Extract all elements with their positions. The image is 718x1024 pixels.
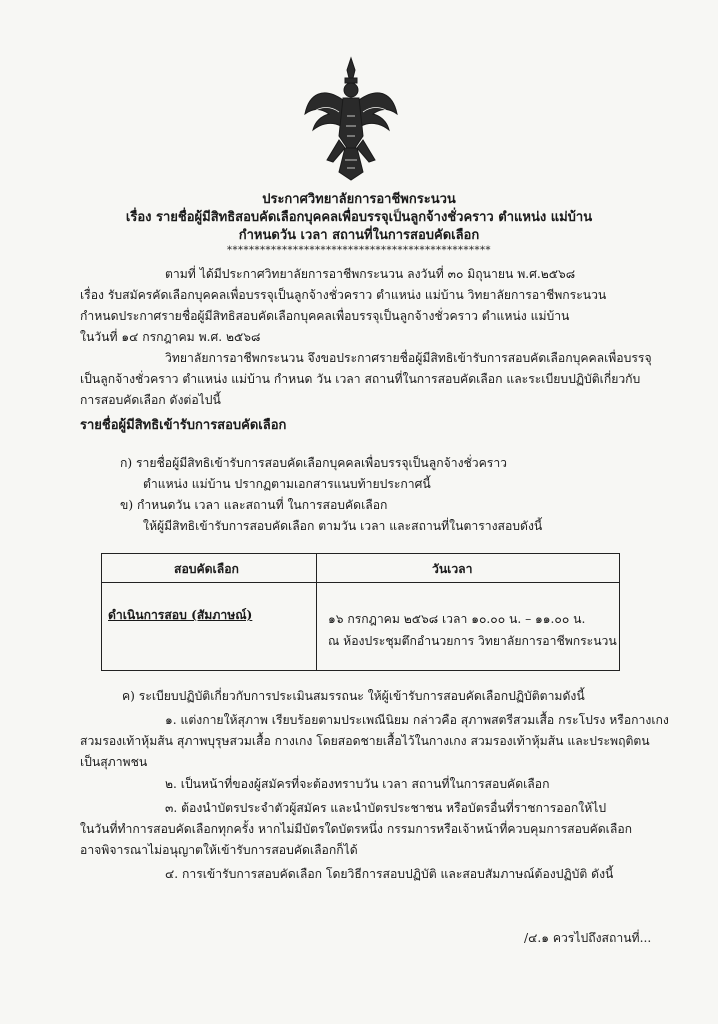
item-b-line-2: ให้ผู้มีสิทธิเข้ารับการสอบคัดเลือก ตามวัน เวลา และสถานที่ในตารางสอบดังนี้ (143, 519, 543, 533)
paragraph-1-line-2: เรื่อง รับสมัครคัดเลือกบุคคลเพื่อบรรจุเป็นลูกจ้างชั่วคราว ตำแหน่ง แม่บ้าน วิทยาลัยการอาชีพกระนวน (80, 288, 607, 302)
paragraph-2-line-3: การสอบคัดเลือก ดังต่อไปนี้ (80, 393, 221, 407)
item-a-line-2: ตำแหน่ง แม่บ้าน ปรากฏตามเอกสารแนบท้ายประกาศนี้ (143, 477, 431, 491)
paragraph-1-line-4: ในวันที่ ๑๔ กรกฎาคม พ.ศ. ๒๕๖๘ (80, 330, 261, 344)
table-cell-datetime: ๑๖ กรกฎาคม ๒๕๖๘ เวลา ๑๐.๐๐ น. – ๑๑.๐๐ น. (328, 612, 586, 626)
rule-3-line-1: ๓. ต้องนำบัตรประจำตัวผู้สมัคร และนำบัตรประชาชน หรือบัตรอื่นที่ราชการออกให้ไป (165, 801, 607, 815)
rules-intro: ค) ระเบียบปฏิบัติเกี่ยวกับการประเมินสมรรถนะ ให้ผู้เข้ารับการสอบคัดเลือกปฏิบัติตามดังนี้ (122, 689, 585, 703)
item-b-line-1: ข) กำหนดวัน เวลา และสถานที่ ในการสอบคัดเลือก (120, 498, 388, 512)
paragraph-2-line-2: เป็นลูกจ้างชั่วคราว ตำแหน่ง แม่บ้าน กำหนด วัน เวลา สถานที่ในการสอบคัดเลือก และระเบียบปฏิบัติเกี่ยวกับ (80, 372, 641, 386)
paragraph-2-line-1: วิทยาลัยการอาชีพกระนวน จึงขอประกาศรายชื่อผู้มีสิทธิเข้ารับการสอบคัดเลือกบุคคลเพื่อบรรจุ (165, 351, 652, 365)
table-cell-place: ณ ห้องประชุมตึกอำนวยการ วิทยาลัยการอาชีพกระนวน (328, 634, 617, 648)
section-heading: รายชื่อผู้มีสิทธิเข้ารับการสอบคัดเลือก (80, 418, 287, 433)
announcement-subject: เรื่อง รายชื่อผู้มีสิทธิสอบคัดเลือกบุคคลเพื่อบรรจุเป็นลูกจ้างชั่วคราว ตำแหน่ง แม่บ้าน (125, 210, 593, 225)
rule-3-line-2: ในวันที่ทำการสอบคัดเลือกทุกครั้ง หากไม่มีบัตรใดบัตรหนึ่ง กรรมการหรือเจ้าหน้าที่ควบคุมการสอบคัดเลือก (80, 822, 633, 836)
rule-2: ๒. เป็นหน้าที่ของผู้สมัครที่จะต้องทราบวัน เวลา สถานที่ในการสอบคัดเลือก (165, 777, 550, 791)
announcement-title: ประกาศวิทยาลัยการอาชีพกระนวน (262, 192, 456, 207)
table-header-exam: สอบคัดเลือก (174, 562, 239, 576)
exam-schedule-table (101, 553, 620, 671)
table-divider-horizontal (102, 582, 619, 583)
item-a-line-1: ก) รายชื่อผู้มีสิทธิเข้ารับการสอบคัดเลือกบุคคลเพื่อบรรจุเป็นลูกจ้างชั่วคราว (120, 456, 508, 470)
garuda-emblem-icon (303, 56, 399, 182)
rule-1-line-3: เป็นสุภาพชน (80, 755, 148, 769)
announcement-subtitle: กำหนดวัน เวลา สถานที่ในการสอบคัดเลือก (238, 228, 480, 243)
table-cell-activity: ดำเนินการสอบ (สัมภาษณ์) (108, 608, 253, 622)
rule-4: ๔. การเข้ารับการสอบคัดเลือก โดยวิธีการสอบปฏิบัติ และสอบสัมภาษณ์ต้องปฏิบัติ ดังนี้ (165, 867, 614, 881)
table-header-datetime: วันเวลา (432, 562, 473, 576)
rule-1-line-1: ๑. แต่งกายให้สุภาพ เรียบร้อยตามประเพณีนิยม กล่าวคือ สุภาพสตรีสวมเสื้อ กระโปรง หรือกางเกง (165, 713, 669, 727)
table-divider-vertical (316, 554, 317, 670)
separator-line: ************************************************ (227, 245, 491, 256)
rule-1-line-2: สวมรองเท้าหุ้มส้น สุภาพบุรุษสวมเสื้อ กางเกง โดยสอดชายเสื้อไว้ในกางเกง สวมรองเท้าหุ้มส้น และประพฤติตน (80, 734, 650, 748)
rule-3-line-3: อาจพิจารณาไม่อนุญาตให้เข้ารับการสอบคัดเลือกก็ได้ (80, 843, 358, 857)
paragraph-1-line-1: ตามที่ ได้มีประกาศวิทยาลัยการอาชีพกระนวน ลงวันที่ ๓๐ มิถุนายน พ.ศ.๒๕๖๘ (165, 267, 576, 281)
paragraph-1-line-3: กำหนดประกาศรายชื่อผู้มีสิทธิสอบคัดเลือกบุคคลเพื่อบรรจุเป็นลูกจ้างชั่วคราว ตำแหน่ง แม่บ้าน (80, 309, 570, 323)
continuation-note: /๔.๑ ควรไปถึงสถานที่... (524, 931, 652, 945)
